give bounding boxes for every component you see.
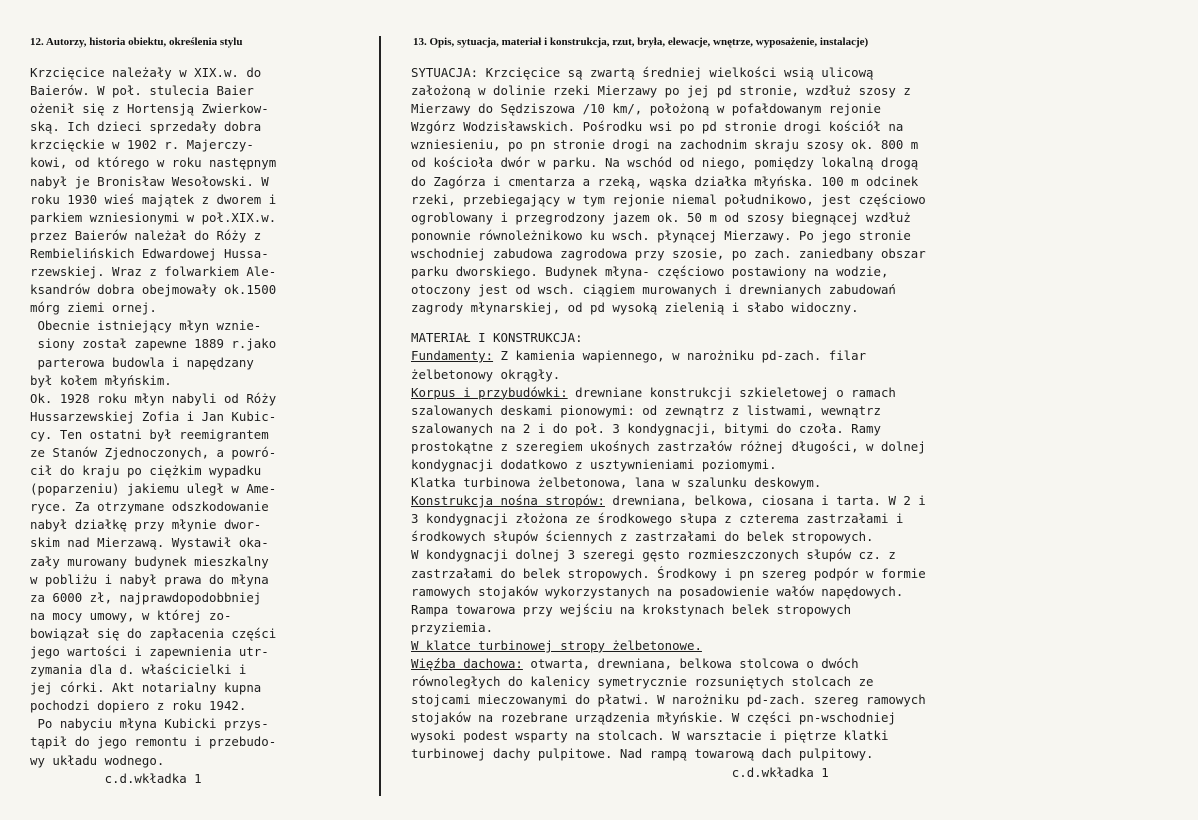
text-line	[411, 691, 1191, 709]
text-line: tąpił do jego remontu i przebudo-	[30, 734, 277, 750]
text-segment: ramowych stojaków wykorzystanych na posadowienie wałów napędowych.	[411, 583, 904, 599]
text-segment: drewniana, belkowa, ciosana i tarta. W 2 i	[604, 493, 926, 509]
text-line	[411, 673, 1191, 691]
text-line	[411, 209, 1191, 227]
text-segment: szalowanych deskami pionowymi: od zewnątrz z listwami, wewnątrz	[411, 402, 881, 418]
text-line: Baierów. W poł. stulecia Baier	[30, 83, 254, 99]
text-segment: 3 kondygnacji złożona ze środkowego słupa z czterema zastrzałami i	[411, 511, 904, 527]
text-line	[411, 173, 1191, 191]
text-line: pochodzi dopiero z roku 1942.	[30, 698, 247, 714]
text-line: przez Baierów należał do Róży z	[30, 227, 262, 243]
text-segment: wzniesieniu, po pn stronie drogi na zachodnim skraju szosy ok. 800 m	[411, 137, 919, 153]
text-line: nabył je Bronisław Wesołowski. W	[30, 173, 269, 189]
section-12-header: 12. Autorzy, historia obiektu, określenia stylu	[30, 36, 243, 48]
text-line: Krzcięcice należały w XIX.w. do	[30, 65, 262, 80]
text-line	[411, 227, 1191, 245]
text-line	[411, 191, 1191, 209]
text-segment: Klatka turbinowa żelbetonowa, lana w szalunku deskowym.	[411, 475, 822, 491]
text-line: cił do kraju po ciężkim wypadku	[30, 463, 262, 479]
text-line: ze Stanów Zjednoczonych, a powró-	[30, 444, 277, 460]
text-line	[411, 474, 1191, 492]
text-line: roku 1930 wieś majątek z dworem i	[30, 191, 277, 207]
text-line	[411, 245, 1191, 263]
text-line	[411, 402, 1191, 420]
text-line: ksandrów dobra obejmowały ok.1500	[30, 282, 277, 298]
text-line: jej córki. Akt notarialny kupna	[30, 680, 262, 696]
text-line	[411, 619, 1191, 637]
text-line	[411, 299, 1191, 317]
text-segment: środkowych słupów ściennych z zastrzałami do belek stropowych.	[411, 529, 874, 545]
text-line	[411, 347, 1191, 365]
text-line: parkiem wzniesionymi w poł.XIX.w.	[30, 209, 277, 225]
text-segment: parku dworskiego. Budynek młyna- częściowo postawiony na wodzie,	[411, 264, 889, 280]
text-segment: otoczony jest od wsch. ciągiem murowanych i drewnianych zabudowań	[411, 282, 896, 298]
text-line: Hussarzewskiej Zofia i Jan Kubic-	[30, 408, 277, 424]
text-line	[411, 456, 1191, 474]
text-line: rzewskiej. Wraz z folwarkiem Ale-	[30, 264, 277, 280]
text-line	[411, 281, 1191, 299]
text-line: siony został zapewne 1889 r.jako	[30, 336, 277, 352]
text-segment: ogroblowany i przegrodzony jazem ok. 50 m od szosy biegnącej wzdłuż	[411, 209, 911, 225]
text-line: cy. Ten ostatni był reemigrantem	[30, 426, 269, 442]
text-segment: W kondygnacji dolnej 3 szeregi gęsto rozmieszczonych słupów cz. z	[411, 547, 896, 563]
text-line: mórg ziemi ornej.	[30, 300, 157, 316]
history-text-column	[30, 64, 365, 788]
text-line: ożenił się z Hortensją Zwierkow-	[30, 101, 269, 117]
text-line: na mocy umowy, w której zo-	[30, 607, 232, 623]
text-segment: szalowanych na 2 i do poł. 3 kondygnacji, bitymi do czoła. Ramy	[411, 420, 881, 436]
text-segment: od kościoła dwór w parku. Na wschód od niego, pomiędzy lokalną drogą	[411, 155, 919, 171]
text-segment: Mierzawy do Sędziszowa /10 km/, położoną w pofałdowanym rejonie	[411, 101, 881, 117]
text-segment: Z kamienia wapiennego, w narożniku pd-zach. filar	[493, 348, 867, 364]
text-segment: stojcami mieczowanymi do płatwi. W narożniku pd-zach. szereg ramowych	[411, 692, 926, 708]
underlined-heading: Korpus i przybudówki:	[411, 384, 568, 400]
text-line: ską. Ich dzieci sprzedały dobra	[30, 119, 262, 135]
text-line	[411, 637, 1191, 655]
underlined-heading: Konstrukcja nośna stropów:	[411, 493, 605, 509]
text-line: kowi, od którego w roku następnym	[30, 155, 277, 171]
text-segment: do Zagórza i cmentarza a rzeką, wąska działka młyńska. 100 m odcinek	[411, 173, 919, 189]
section-13-header: 13. Opis, sytuacja, materiał i konstrukcja, rzut, bryła, elewacje, wnętrze, wyposażenie, instalacje)	[413, 36, 869, 48]
text-line: c.d.wkładka 1	[30, 770, 202, 786]
text-segment: Rampa towarowa przy wejściu na krokstynach belek stropowych	[411, 601, 852, 617]
text-line: zały murowany budynek mieszkalny	[30, 553, 269, 569]
text-segment: turbinowej dachy pulpitowe. Nad rampą towarową dach pulpitowy.	[411, 746, 874, 762]
text-segment: otwarta, drewniana, belkowa stolcowa o dwóch	[522, 656, 859, 671]
underlined-heading: Fundamenty:	[411, 348, 494, 364]
text-segment: zastrzałami do belek stropowych. Środkowy i pn szereg podpór w formie	[411, 565, 926, 581]
text-line	[411, 565, 1191, 583]
text-line	[411, 118, 1191, 136]
text-segment: żelbetonowy okrągły.	[411, 366, 561, 382]
underlined-heading: Więźba dachowa:	[411, 656, 523, 671]
text-segment: przyziemia.	[411, 619, 494, 635]
text-line	[411, 82, 1191, 100]
text-line: jego wartości i zapewnienia utr-	[30, 644, 269, 659]
text-line	[411, 438, 1191, 456]
text-line: był kołem młyńskim.	[30, 372, 172, 388]
text-line: Po nabyciu młyna Kubicki przys-	[30, 716, 269, 732]
text-line	[411, 154, 1191, 172]
text-line: nabył działkę przy młynie dwor-	[30, 517, 262, 533]
text-line: parterowa budowla i napędzany	[30, 354, 254, 370]
text-segment: stojaków na rozebrane urządzenia młyńskie. W części pn-wschodniej	[411, 710, 896, 726]
column-divider	[379, 36, 381, 796]
text-line: (poparzeniu) jakiemu uległ w Ame-	[30, 481, 277, 497]
text-line	[411, 384, 1191, 402]
text-line: zymania dla d. właścicielki i	[30, 662, 247, 678]
text-segment: rzeki, przebiegający w tym rejonie niemal południkowo, jest częściowo	[411, 191, 926, 207]
text-line: Rembielińskich Edwardowej Hussa-	[30, 245, 269, 261]
text-line	[411, 510, 1191, 528]
text-segment: wschodniej zabudowa zagrodowa przy szosie, po zach. zaniedbany obszar	[411, 245, 926, 261]
text-segment: założoną w dolinie rzeki Mierzawy po jej pd stronie, wzdłuż szosy z	[411, 83, 911, 99]
text-segment: prostokątne z szeregiem ukośnych zastrzałów różnej długości, w dolnej	[411, 438, 926, 454]
text-segment: Wzgórz Wodzisławskich. Pośrodku wsi po pd stronie drogi kościół na	[411, 119, 904, 135]
text-line	[411, 601, 1191, 619]
text-line: krzcięckie w 1902 r. Majerczy-	[30, 137, 254, 153]
text-line	[411, 764, 1191, 782]
text-line	[411, 709, 1191, 727]
text-line	[411, 64, 1191, 82]
text-segment: c.d.wkładka 1	[411, 764, 829, 780]
blank-line	[411, 317, 1191, 329]
text-segment: zagrody młynarskiej, od pd wysoką zielenią i słabo widoczny.	[411, 300, 859, 316]
text-line: ryce. Za otrzymane odszkodowanie	[30, 499, 269, 515]
text-line	[411, 100, 1191, 118]
text-segment: drewniane konstrukcji szkieletowej o ramach	[567, 384, 896, 400]
text-line	[411, 136, 1191, 154]
text-line	[411, 727, 1191, 745]
text-line: za 6000 zł, najprawdopodobbniej	[30, 589, 262, 605]
text-line: skim nad Mierzawą. Wystawił oka-	[30, 535, 269, 551]
underlined-heading: W klatce turbinowej stropy żelbetonowe.	[411, 637, 702, 653]
text-line	[411, 329, 1191, 347]
text-line	[411, 263, 1191, 281]
text-segment: MATERIAŁ I KONSTRUKCJA:	[411, 330, 583, 346]
text-segment: SYTUACJA: Krzcięcice są zwartą średniej wielkości wsią ulicową	[411, 65, 874, 80]
text-line	[411, 546, 1191, 564]
text-line	[411, 583, 1191, 601]
description-text-column	[411, 64, 1191, 782]
text-line: w pobliżu i nabył prawa do młyna	[30, 571, 269, 587]
text-line: Obecnie istniejący młyn wznie-	[30, 318, 262, 334]
text-line	[411, 492, 1191, 510]
text-line: bowiązał się do zapłacenia części	[30, 625, 277, 641]
text-line: wy układu wodnego.	[30, 752, 165, 768]
text-line	[411, 745, 1191, 763]
text-line	[411, 366, 1191, 384]
text-segment: kondygnacji dodatkowo z usztywnieniami poziomymi.	[411, 456, 777, 472]
text-segment: ponownie równoleżnikowo ku wsch. płynącej Mierzawy. Po jego stronie	[411, 227, 911, 243]
text-line	[411, 420, 1191, 438]
text-segment: równoległych do kalenicy symetrycznie rozsuniętych stolcach ze	[411, 674, 874, 690]
text-line	[411, 655, 1191, 673]
text-line: Ok. 1928 roku młyn nabyli od Róży	[30, 390, 277, 406]
text-segment: wysoki podest wsparty na stolcach. W warsztacie i piętrze klatki	[411, 728, 889, 744]
text-line	[411, 528, 1191, 546]
